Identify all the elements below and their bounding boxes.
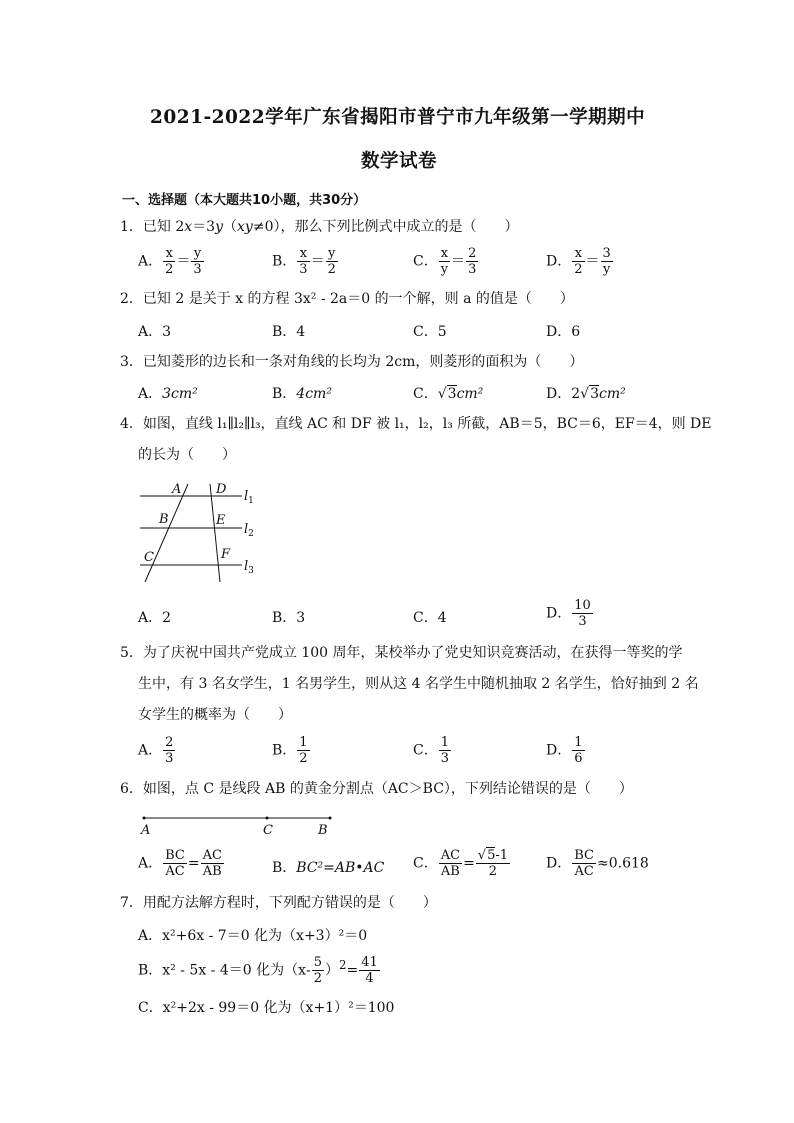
- label-l2: $l_2$: [244, 522, 254, 539]
- question-2-option-a: A．3: [138, 324, 172, 340]
- question-3-option-b: B．4cm²: [272, 386, 332, 402]
- question-5-stem-line1: 5．为了庆祝中国共产党成立 100 周年，某校举办了党史知识竞赛活动，在获得一等奖的学: [120, 645, 683, 661]
- question-5-stem-line2: 生中，有 3 名女学生，1 名男学生，则从这 4 名学生中随机抽取 2 名学生，恰好抽到 2 名: [138, 676, 699, 692]
- question-4-option-c: C．4: [413, 610, 447, 626]
- question-1-option-a: A． $\frac{x}{2}$ ＝ $\frac{y}{3}$: [138, 246, 202, 277]
- question-7-option-b: B．x² ‐ 5x ‐ 4＝0 化为（x‐ $\frac{5}{2}$ ）$^2$= $\frac{41}{4}$: [138, 955, 378, 986]
- question-4-figure: [130, 478, 270, 588]
- question-2-option-c: C．5: [413, 324, 447, 340]
- question-3-option-d: D．2√3cm²: [546, 386, 626, 402]
- label-a: A: [172, 482, 182, 497]
- question-5-option-b: B． $\frac{1}{2}$: [272, 735, 308, 766]
- question-2-option-b: B．4: [272, 324, 306, 340]
- question-6-option-b: B．BC²=AB•AC: [272, 860, 385, 876]
- label-a: A: [141, 823, 151, 836]
- question-6-figure: [138, 812, 338, 836]
- label-l1: $l_1$: [244, 489, 254, 506]
- question-5-option-c: C． $\frac{1}{3}$: [413, 735, 449, 766]
- question-5-stem-line3: 女学生的概率为（ ）: [138, 707, 292, 723]
- page-title: 2021-2022学年广东省揭阳市普宁市九年级第一学期期中: [150, 107, 646, 128]
- question-1-option-b: B． $\frac{x}{3}$ ＝ $\frac{y}{2}$: [272, 246, 336, 277]
- question-4-option-d: D． $\frac{10}{3}$: [546, 598, 591, 629]
- question-4-stem-line1: 4．如图，直线 l₁∥l₂∥l₃，直线 AC 和 DF 被 l₁，l₂，l₃ 所截，AB＝5，BC＝6，EF＝4，则 DE: [120, 416, 712, 432]
- question-7-option-c: C．x²+2x ‐ 99＝0 化为（x+1）²＝100: [138, 1000, 395, 1016]
- label-c: C: [144, 550, 154, 565]
- point-b: [329, 817, 332, 820]
- label-l3: $l_3$: [244, 559, 254, 576]
- point-c: [266, 817, 269, 820]
- question-3-stem: 3．已知菱形的边长和一条对角线的长均为 2cm，则菱形的面积为（ ）: [120, 354, 584, 370]
- question-6-option-c: C． $\frac{AC}{AB}$ = $\frac{√5‐1}{2}$: [413, 848, 509, 879]
- question-4-stem-line2: 的长为（ ）: [138, 447, 236, 463]
- page-subtitle: 数学试卷: [361, 151, 438, 172]
- question-4-option-b: B．3: [272, 610, 306, 626]
- question-6-option-d: D． $\frac{BC}{AC}$ ≈0.618: [546, 848, 649, 879]
- point-a: [143, 817, 146, 820]
- label-b: B: [318, 823, 328, 836]
- question-1-stem: 1．已知 2x＝3y（xy≠0），那么下列比例式中成立的是（ ）: [120, 219, 519, 235]
- label-f: F: [221, 547, 231, 562]
- line-df: [210, 484, 220, 582]
- line-ac: [145, 484, 188, 582]
- question-2-stem: 2．已知 2 是关于 x 的方程 3x² ‐ 2a＝0 的一个解，则 a 的值是（ ）: [120, 291, 574, 307]
- label-e: E: [216, 513, 226, 528]
- section-heading: 一、选择题（本大题共10小题，共30分）: [122, 193, 367, 208]
- question-7-stem: 7．用配方法解方程时，下列配方错误的是（ ）: [120, 895, 437, 911]
- question-3-option-a: A．3cm²: [138, 386, 198, 402]
- question-1-option-c: C． $\frac{x}{y}$ ＝ $\frac{2}{3}$: [413, 246, 477, 277]
- question-7-option-a: A．x²+6x ‐ 7＝0 化为（x+3）²＝0: [138, 928, 368, 944]
- label-b: B: [159, 512, 169, 527]
- label-d: D: [216, 482, 227, 497]
- label-c: C: [263, 823, 273, 836]
- question-2-option-d: D．6: [546, 324, 581, 340]
- question-6-option-a: A． $\frac{BC}{AC}$ = $\frac{AC}{AB}$: [138, 848, 222, 879]
- question-1-option-d: D． $\frac{x}{2}$ ＝ $\frac{3}{y}$: [546, 246, 611, 277]
- question-6-stem: 6．如图，点 C 是线段 AB 的黄金分割点（AC＞BC），下列结论错误的是（ ）: [120, 781, 633, 797]
- question-4-option-a: A．2: [138, 610, 172, 626]
- question-5-option-d: D． $\frac{1}{6}$: [546, 735, 583, 766]
- question-5-option-a: A． $\frac{2}{3}$: [138, 735, 174, 766]
- question-3-option-c: C．√3cm²: [413, 386, 484, 402]
